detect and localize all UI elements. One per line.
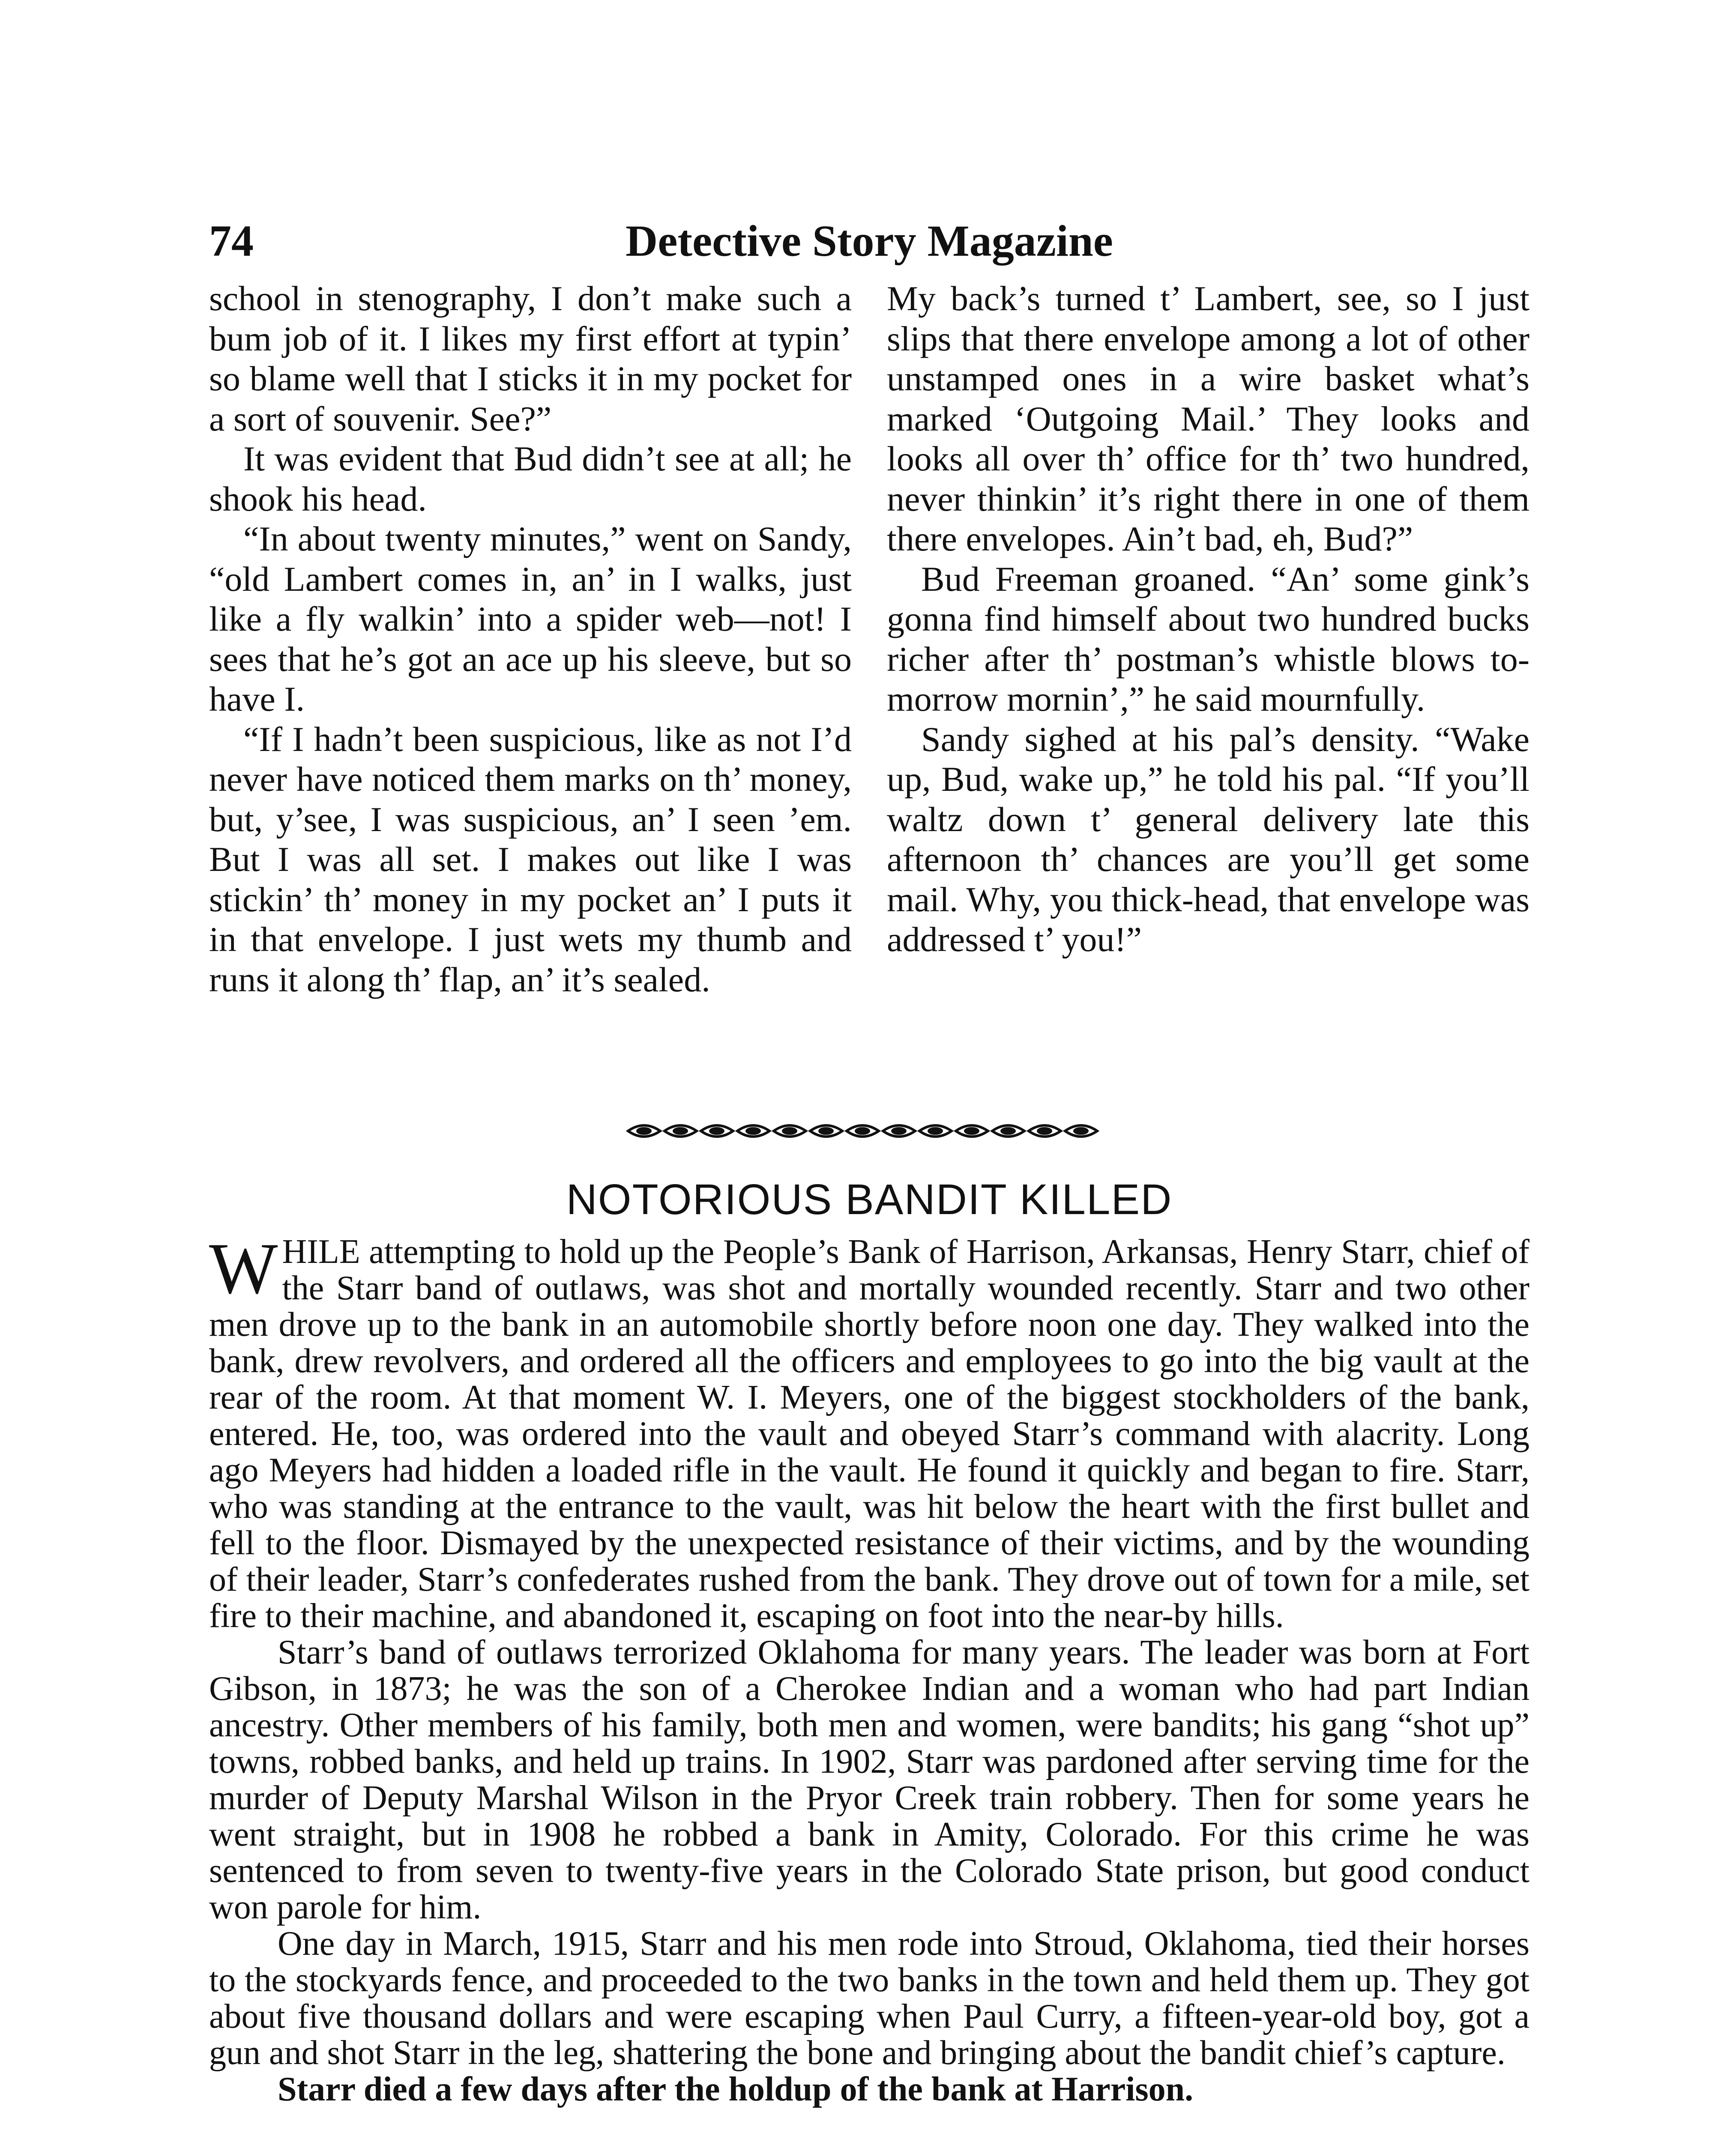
story-columns — [209, 278, 1529, 1101]
article-closing-line: Starr died a few days after the holdup of the bank at Harrison. — [278, 2070, 1194, 2108]
article-body — [209, 1228, 1529, 2108]
right-paragraph: My back’s turned t’ Lambert, see, so I just slips that there envelope among a lot of other unstamped ones in a wire basket what’s marked ‘Outgoing Mail.’ They looks and looks all over th’ office for th’ two hundred, never thinkin’ it’s right there in one of them there envelopes. Ain’t bad, eh, Bud?” — [887, 279, 1529, 558]
drop-cap: W — [209, 1228, 278, 1309]
magazine-title: Detective Story Magazine — [626, 216, 1113, 266]
article-paragraph: One day in March, 1915, Starr and his men rode into Stroud, Oklahoma, tied their horses to the stockyards fence, and proceeded to the two banks in the town and held them up. They got about five thousand dollars and were escaping when Paul Curry, a fifteen-year-old boy, got a gun and shot Starr in the leg, shattering the bone and bringing about the bandit chief’s capture. — [209, 1925, 1529, 2072]
left-paragraph: “If I hadn’t been suspicious, like as not I’d never have noticed them marks on th’ money, but, y’see, I was suspicious, an’ I seen ’em. But I was all set. I makes out like I was stickin’ th’ money in my pocket an’ I puts it in that envelope. I just wets my thumb and runs it along th’ flap, an’ it’s sealed. — [209, 719, 852, 999]
right-paragraph: Bud Freeman groaned. “An’ some gink’s gonna find himself about two hundred bucks richer after th’ postman’s whistle blows to-morrow mornin’,” he said mournfully. — [887, 559, 1529, 718]
page-number: 74 — [209, 216, 254, 266]
left-paragraph: It was evident that Bud didn’t see at all; he shook his head. — [209, 439, 852, 518]
section-divider-ornament — [624, 1117, 1112, 1145]
left-column — [209, 278, 852, 999]
article-headline: NOTORIOUS BANDIT KILLED — [566, 1176, 1173, 1224]
article-paragraph — [209, 1228, 1529, 1635]
article-paragraph-text: HILE attempting to hold up the People’s Bank of Harrison, Arkansas, Henry Starr, chief of the Starr band of outlaws, was shot and mortally wounded recently. Starr and two other men drove up to the bank in an automobile shortly before noon one day. They walked into the bank, drew revolvers, and ordered all the officers and employees to go into the big vault at the rear of the room. At that moment W. I. Meyers, one of the biggest stockholders of the bank, entered. He, too, was ordered into the vault and obeyed Starr’s command with alacrity. Long ago Meyers had hidden a loaded rifle in the vault. He found it quickly and began to fire. Starr, who was standing at the entrance to the vault, was hit below the heart with the first bullet and fell to the floor. Dismayed by the unexpected resistance of their victims, and by the wounding of their leader, Starr’s confederates rushed from the bank. They drove out of town for a mile, set fire to their machine, and abandoned it, escaping on foot into the near-by hills. — [209, 1233, 1529, 1635]
left-paragraph: school in stenography, I don’t make such a bum job of it. I likes my first effort at typin’ so blame well that I sticks it in my pocket for a sort of souvenir. See?” — [209, 279, 852, 438]
right-paragraph: Sandy sighed at his pal’s density. “Wake up, Bud, wake up,” he told his pal. “If you’ll waltz down t’ general delivery late this afternoon th’ chances are you’ll get some mail. Why, you thick-head, that envelope was addressed t’ you!” — [887, 719, 1529, 959]
left-paragraph: “In about twenty minutes,” went on Sandy, “old Lambert comes in, an’ in I walks, just like a fly walkin’ into a spider web—not! I sees that he’s got an ace up his sleeve, but so have I. — [209, 519, 852, 718]
running-head — [209, 209, 1529, 273]
article-paragraph: Starr’s band of outlaws terrorized Oklahoma for many years. The leader was born at Fort Gibson, in 1873; he was the son of a Cherokee Indian and a woman who had part Indian ancestry. Other members of his family, both men and women, were bandits; his gang “shot up” towns, robbed banks, and held up trains. In 1902, Starr was pardoned after serving time for the murder of Deputy Marshal Wilson in the Pryor Creek train robbery. Then for some years he went straight, but in 1908 he robbed a bank in Amity, Colorado. For this crime he was sentenced to from seven to twenty-five years in the Colorado State prison, but good conduct won parole for him. — [209, 1633, 1529, 1926]
right-column — [887, 278, 1529, 960]
